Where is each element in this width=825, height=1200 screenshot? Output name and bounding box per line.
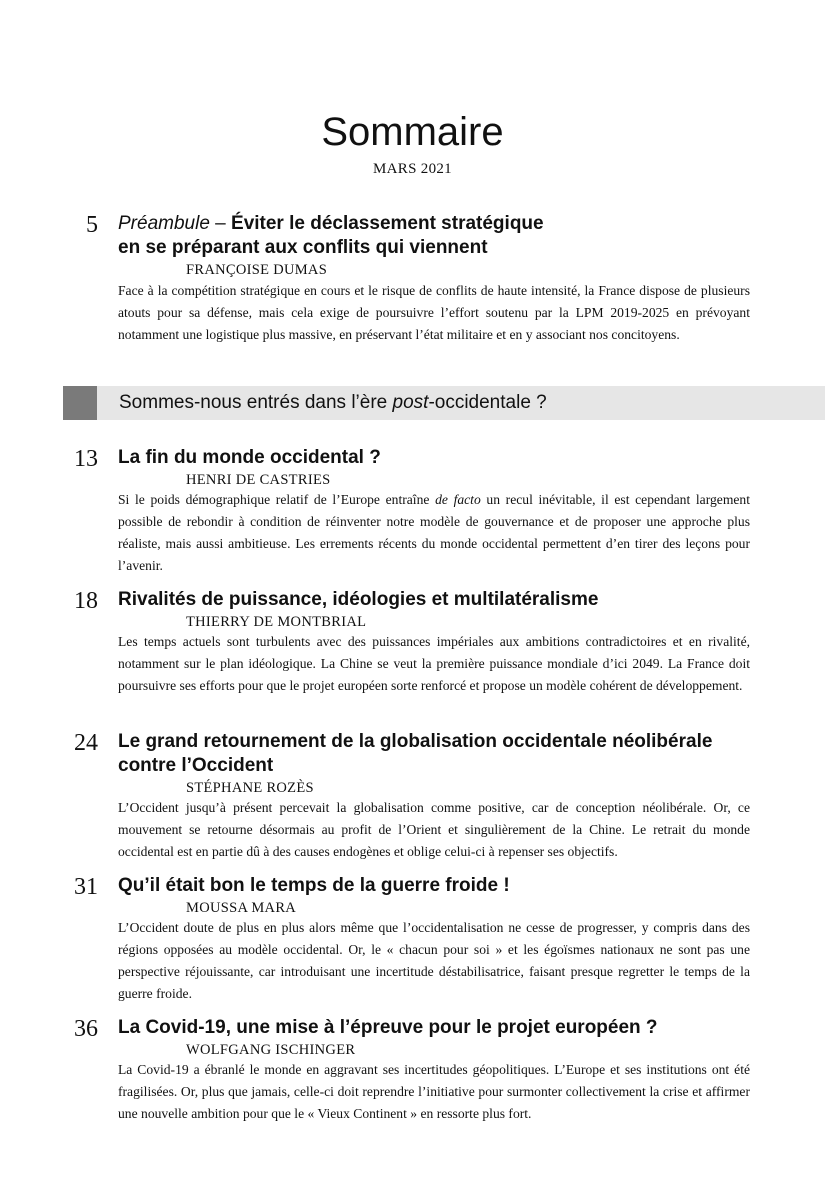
page-number: 36: [74, 1016, 98, 1042]
author-name: THIERRY DE MONTBRIAL: [186, 614, 367, 630]
section-title-part-1: Sommes-nous entrés dans l’ère: [119, 392, 393, 413]
author-name: STÉPHANE ROZÈS: [186, 780, 314, 796]
entry-title[interactable]: Rivalités de puissance, idéologies et multilatéralisme: [118, 589, 599, 610]
entry-title[interactable]: [118, 730, 758, 778]
title-line-1: Éviter le déclassement stratégique: [231, 213, 544, 234]
page-number: 5: [86, 212, 98, 238]
entry-title[interactable]: La Covid-19, une mise à l’épreuve pour le projet européen ?: [118, 1017, 658, 1038]
page-number: 24: [74, 730, 98, 756]
author-name: HENRI DE CASTRIES: [186, 472, 331, 488]
section-marker: [63, 386, 97, 420]
page-number: 18: [74, 588, 98, 614]
entry-abstract: L’Occident doute de plus en plus alors même que l’occidentalisation ne cesse de progresser, y compris dans des régions opposées au modèle occidental. Or, le « chacun pour soi » et les égoïsmes nationaux ne sont pas une perspective réjouissante, car introduisant une incertitude déstabilisatrice, faisant presque regretter le temps de la guerre froide.: [118, 920, 750, 1001]
section-title-part-2: -occidentale ?: [428, 392, 547, 413]
title-line-1: Le grand retournement de la globalisation occidentale néolibérale: [118, 731, 713, 752]
entry-abstract: Face à la compétition stratégique en cours et le risque de conflits de haute intensité, la France dispose de plusieurs atouts pour sa défense, mais cela exige de poursuivre l’effort soutenu par la LPM 2019-2025 en prévoyant notamment une logistique plus massive, en préservant l’état militaire et en y associant nos concitoyens.: [118, 283, 750, 342]
entry-abstract: La Covid-19 a ébranlé le monde en aggravant ses incertitudes géopolitiques. L’Europe et ses institutions ont été fragilisées. Or, plus que jamais, celle-ci doit reprendre l’initiative pour surmonter collectivement la crise et affirmer une nouvelle ambition pour que le « Vieux Continent » en ressorte plus fort.: [118, 1062, 750, 1121]
title-line-2: contre l’Occident: [118, 755, 274, 776]
title-dash: –: [209, 213, 232, 234]
abstract-part-1: Si le poids démographique relatif de l’Europe entraîne: [118, 492, 436, 507]
entry-title[interactable]: [118, 212, 758, 260]
abstract-italic: de facto: [435, 492, 481, 507]
preamble-label: Préambule: [118, 213, 210, 234]
section-header: [63, 386, 825, 420]
section-title: [119, 386, 547, 420]
issue-date: MARS 2021: [373, 161, 452, 177]
entry-abstract: [118, 489, 750, 577]
author-name: FRANÇOISE DUMAS: [186, 262, 328, 278]
author-name: MOUSSA MARA: [186, 900, 297, 916]
page-number: 31: [74, 874, 98, 900]
entry-title[interactable]: Qu’il était bon le temps de la guerre froide !: [118, 875, 510, 896]
entry-title[interactable]: La fin du monde occidental ?: [118, 447, 381, 468]
author-name: WOLFGANG ISCHINGER: [186, 1042, 356, 1058]
section-title-italic: post: [392, 392, 429, 413]
entry-abstract: L’Occident jusqu’à présent percevait la globalisation comme positive, car de conception néolibérale. Or, ce mouvement se retourne désormais au profit de l’Orient et singulièrement de la Chine. Le retrait du monde occidental est en partie dû à des causes endogènes et oblige celui-ci à repenser ses objectifs.: [118, 800, 750, 859]
abstract-part-2: un recul inévitable, il est cependant largement possible de rebondir à condition de réinventer notre modèle de gouvernance et de proposer une approche plus réaliste, mais aussi ambitieuse. Les errements récents du monde occidental permettent d’en tirer des leçons pour l’avenir.: [118, 492, 751, 573]
title-line-2: en se préparant aux conflits qui viennent: [118, 237, 488, 258]
page-number: 13: [74, 446, 98, 472]
entry-abstract: Les temps actuels sont turbulents avec des puissances impériales aux ambitions contradictoires et en rivalité, notamment sur le plan idéologique. La Chine se veut la première puissance mondiale d’ici 2049. La France doit poursuivre ses efforts pour que le projet européen sorte renforcé et propose un modèle cohérent de développement.: [118, 634, 750, 693]
page-title: Sommaire: [321, 110, 504, 154]
